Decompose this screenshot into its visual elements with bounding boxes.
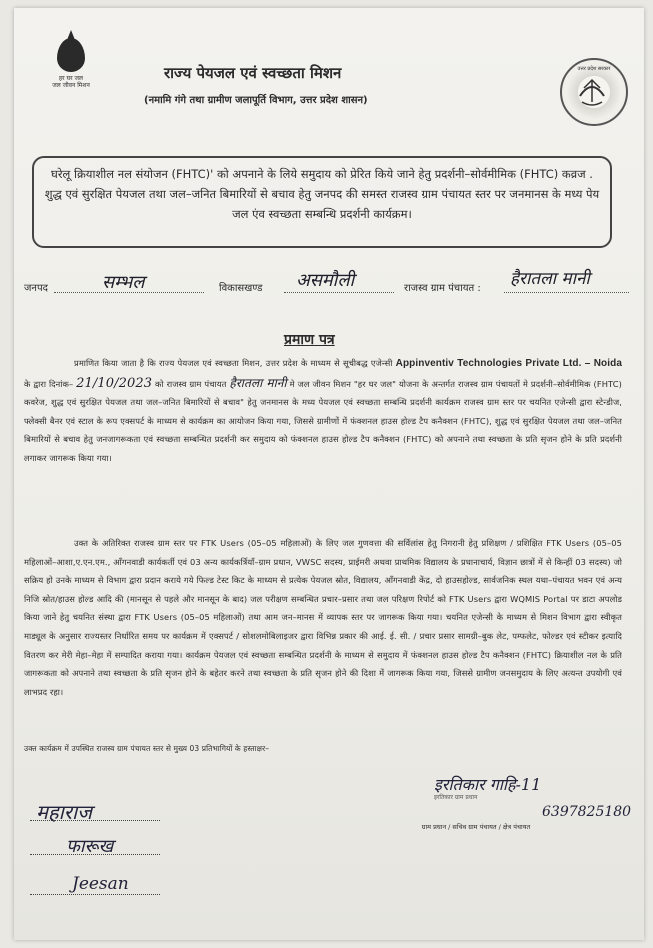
water-drop-icon — [57, 38, 85, 72]
program-banner — [32, 156, 612, 248]
certificate-title: प्रमाण पत्र — [284, 332, 335, 348]
witness-signature-3: Jeesan — [72, 874, 129, 894]
mission-title: राज्य पेयजल एवं स्वच्छता मिशन — [164, 64, 342, 82]
har-ghar-jal-logo — [36, 38, 106, 89]
pradhan-stamp: इरतिकार ग्राम प्रधान — [434, 794, 478, 801]
program-date: 21/10/2023 — [76, 375, 153, 391]
panchayat-label: राजस्व ग्राम पंचायत : — [404, 283, 481, 294]
pradhan-signature: इरतिकार गाहि-11 — [434, 775, 542, 794]
witness-signature-2: फारूख — [66, 836, 114, 857]
para1-body: मे जल जीवन मिशन "हर घर जल" योजना के अन्तर्गत राजस्व ग्राम पंचायतों मे प्रदर्शनी–सोर्वमीमिक (FHTC) कवरेज, शुद्ध एवं सुरक्षित पेयजल तथा जल–जनित बिमारियों से बचाव" हेतु जनमानस के मध्य पेयजल एवं स्वच्छता सम्बन्धि प्रदर्शनी कार्यक्रम राजस्व ग्राम स्तर पर चयनित एजेन्सी द्वारा स्टेन्डीज, फ्लेक्सी बैनर एवं स्टाल के रूप एक्सपर्ट के माध्यम से कार्यक्रम का आयोजन किया गया, जिससे ग्रामीणों में फंक्शनल हाउस होल्ड टैप कनैक्शन (FHTC), शुद्ध एवं सुरक्षित पेयजल तथा जल–जनित बिमारियों से बचाव हेतु जनजागरूकता एवं स्वच्छता सम्बन्धित प्रदर्शनी कर समुदाय को फंक्शनल हाउस होल्ड टैप कनैक्शन (FHTC) को अपनाने तथा स्वच्छता के प्रति सृजन होने के प्रति प्रदर्शनी लगाकर जागरूक किया गया। — [24, 378, 622, 463]
participants-note: उक्त कार्यक्रम में उपस्थित राजस्व ग्राम पंचायत स्तर से मुख्य 03 प्रतिभागियों के हस्ताक्षर– — [24, 744, 270, 753]
para1-intro: प्रमाणित किया जाता है कि राज्य पेयजल एवं स्वच्छता मिशन, उत्तर प्रदेश के माध्यम से सूचीबद्ध एजेन्सी — [74, 358, 393, 368]
panchayat-value: हैरातला मानी — [510, 269, 590, 289]
mission-subtitle: (नमामि गंगे तथा ग्रामीण जलापूर्ति विभाग, उत्तर प्रदेश शासन) — [144, 95, 368, 106]
para1-panchayat-prefix: को राजस्व ग्राम पंचायत — [155, 378, 227, 389]
para1-panchayat-value: हैरातला मानी — [229, 375, 287, 390]
certificate-paragraph-2: उक्त के अतिरिक्त राजस्व ग्राम स्तर पर FTK Users (05–05 महिलाओं) के लिए जल गुणवत्ता की सर्विलांस हेतु निगरानी हेतु प्रशिक्षण / प्रशिक्षित FTK Users (05–05 महिलाओं–आशा,ए.एन.एम., आँगनवाडी कार्यकर्ती एवं 03 अन्य कार्यकर्त्रियाँ–ग्राम प्रधान, VWSC सदस्य, प्राईमरी अथवा प्राथमिक विद्यालय के प्रधानाचार्य, विज्ञान छात्रों में से किन्हीं 03 सदस्य) जो सक्रिय हो उनके माध्यम से विभाग द्वारा प्रदान कराये गये फिल्ड टेस्ट किट के माध्यम से प्रत्येक पेयजल स्रोत, विद्यालय, आँगनवाडी केंद्र, दो हाउसहोल्ड, सार्वजनिक स्थल यथा–पंचायत भवन एवं अन्य निजि स्रोत/हाउस होल्ड आदि की (मानसून से पहले और मानसून के बाद) जल परीक्षण सम्बन्धित प्रचार–प्रसार तथा जल परिक्षण रिपोर्ट को FTK Users द्वारा WQMIS Portal पर डाटा अपलोड किया जाने हेतु चयनित संस्था द्वारा FTK Users (05–05 महिलाओं) तथा आम जन–मानस में व्यापक स्तर पर जागरूक किया गया। चयनित एजेन्सी के माध्यम से मिशन विभाग द्वारा स्वीकृत माड्यूल के अनुसार राज्यस्तर निर्धारित समय पर कार्यक्रम में एक्सपर्ट / सोशलमोबिलाइजर द्वारा विभिन्न प्रकार की आई. ई. सी. / प्रचार प्रसार सामग्री–बुक लेट, पम्फलेट, फोल्डर एवं स्टीकर इत्यादि वितरण कर मेरी मेहा–मेहा में सम्पादित कराया गया। कार्यक्रम पेयजल एवं स्वच्छता सम्बन्धित प्रदर्शनी के माध्यम से समुदाय में फंक्शनल हाउस होल्ड टैप कनैक्शन (FHTC) क्रियाशील नल के प्रति जागरूकता को अपनाने तथा स्वच्छता के प्रति सृजन होने के बहेतर करने तथा स्वच्छता के प्रति सृजन होने की दिशा में जागरूक किया गया, जिससे ग्रामीण जनसमुदाय के लिए अत्यन्त उपयोगी एवं लाभप्रद रहा। — [24, 538, 622, 697]
pradhan-phone: 6397825180 — [542, 804, 632, 820]
logo-text: हर घर जल जल जीवन मिशन — [52, 75, 90, 89]
certificate-paragraph-1 — [24, 354, 622, 468]
block-label: विकासखण्ड — [219, 283, 263, 294]
agency-name: Appinventiv Technologies Private Ltd. – Noida — [395, 358, 622, 369]
signature-line-2 — [30, 854, 160, 855]
banner-text: घरेलू क्रियाशील नल संयोजन (FHTC)' को अपनाने के लिये समुदाय को प्रेरित किये जाने हेतु प्रदर्शनी–सोर्वमीमिक (FHTC) कव्रज . शुद्ध एवं सुरक्षित पेयजल तथा जल–जनित बिमारियों से बचाव हेतु जनपद की समस्त राजस्व ग्राम पंचायत स्तर पर जनमानस के मध्य पेय जल एंव स्वच्छता सम्बन्धि प्रदर्शनी कार्यक्रम। — [44, 167, 600, 221]
para1-date-prefix: के द्वारा दिनांक– — [24, 378, 74, 389]
block-value: असमौली — [296, 270, 355, 291]
seal-text: उत्तर प्रदेश सरकार — [577, 66, 611, 72]
document-sheet — [14, 8, 644, 940]
signature-line-1 — [30, 820, 160, 821]
witness-signature-1: महाराज — [36, 800, 92, 824]
signature-line-3 — [30, 894, 160, 895]
district-label: जनपद — [24, 283, 48, 294]
seal-emblem-icon — [560, 58, 624, 122]
district-value: सम्भल — [102, 272, 145, 293]
pradhan-caption: ग्राम प्रधान / सचिव ग्राम पंचायत / क्षेत्र पंचायत — [421, 823, 531, 831]
up-government-seal — [560, 58, 628, 126]
